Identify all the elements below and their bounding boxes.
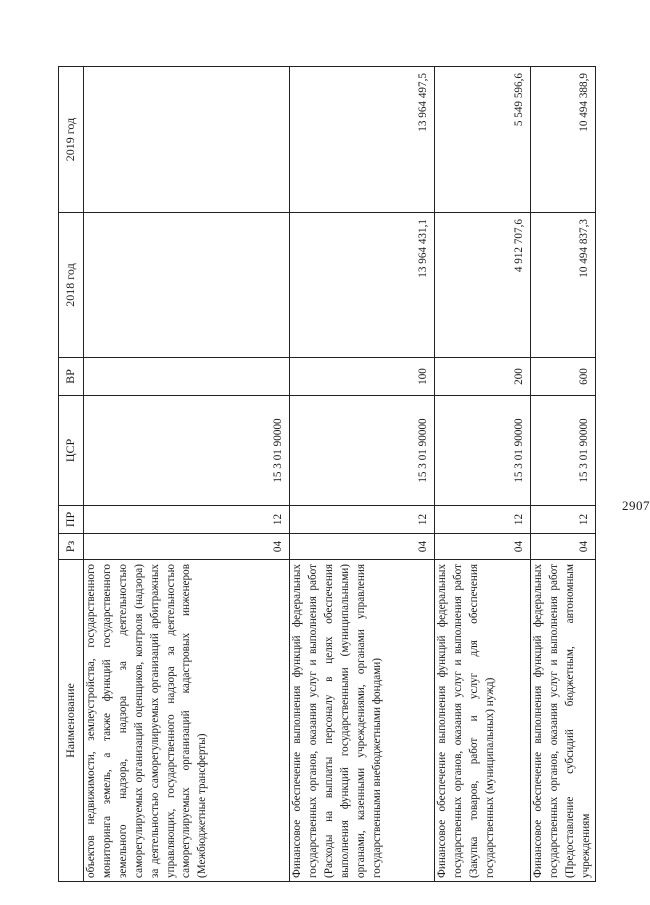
row-2018: 13 964 431,1 [290,213,435,358]
header-vr: ВР [59,358,84,396]
header-name: Наименование [59,560,84,882]
page-number: 2907 [622,498,650,513]
row-vr: 200 [435,358,531,396]
row-2019 [84,67,290,213]
row-csr: 15 3 01 90000 [84,396,290,506]
row-rz: 04 [84,534,290,560]
row-vr: 100 [290,358,435,396]
row-pr: 12 [531,506,596,534]
row-csr: 15 3 01 90000 [435,396,531,506]
row-csr: 15 3 01 90000 [290,396,435,506]
row-pr: 12 [290,506,435,534]
row-2018: 10 494 837,3 [531,213,596,358]
rotated-table-container [58,62,598,882]
table-row [290,67,435,882]
row-pr: 12 [435,506,531,534]
budget-table [58,66,596,882]
header-2018: 2018 год [59,213,84,358]
row-2018 [84,213,290,358]
row-2018: 4 912 707,6 [435,213,531,358]
table-row [531,67,596,882]
row-pr: 12 [84,506,290,534]
row-2019: 10 494 388,9 [531,67,596,213]
row-rz: 04 [531,534,596,560]
row-name: объектов недвижимости, землеустройства, государственного мониторинга земель, а также функций государственного земельного надзора, надзора за деятельностью саморегулируемых организаций оценщиков, контроля (надзора) за деятельностью саморегулируемых организаций арбитражных управляющих, государственного надзора за деятельностью саморегулируемых организаций кадастровых инженеров (Межбюджетные трансферты) [84,560,290,882]
header-2019: 2019 год [59,67,84,213]
row-csr: 15 3 01 90000 [531,396,596,506]
table-header-row [59,67,84,882]
header-rz: Рз [59,534,84,560]
row-2019: 5 549 596,6 [435,67,531,213]
row-rz: 04 [435,534,531,560]
row-name: Финансовое обеспечение выполнения функций федеральных государственных органов, оказания услуг и выполнения работ (Расходы на выплаты персоналу в целях обеспечения выполнения функций государственными (муниципальными) органами, казенными учреждениями, органами управления государственными внебюджетными фондами) [290,560,435,882]
row-vr: 600 [531,358,596,396]
row-name: Финансовое обеспечение выполнения функций федеральных государственных органов, оказания услуг и выполнения работ (Закупка товаров, работ и услуг для обеспечения государственных (муниципальных) нужд) [435,560,531,882]
header-csr: ЦСР [59,396,84,506]
row-name: Финансовое обеспечение выполнения функций федеральных государственных органов, оказания услуг и выполнения работ (Предоставление субсидий бюджетным, автономным учреждениям [531,560,596,882]
header-pr: ПР [59,506,84,534]
table-row [435,67,531,882]
table-row [84,67,290,882]
row-rz: 04 [290,534,435,560]
row-vr [84,358,290,396]
row-2019: 13 964 497,5 [290,67,435,213]
